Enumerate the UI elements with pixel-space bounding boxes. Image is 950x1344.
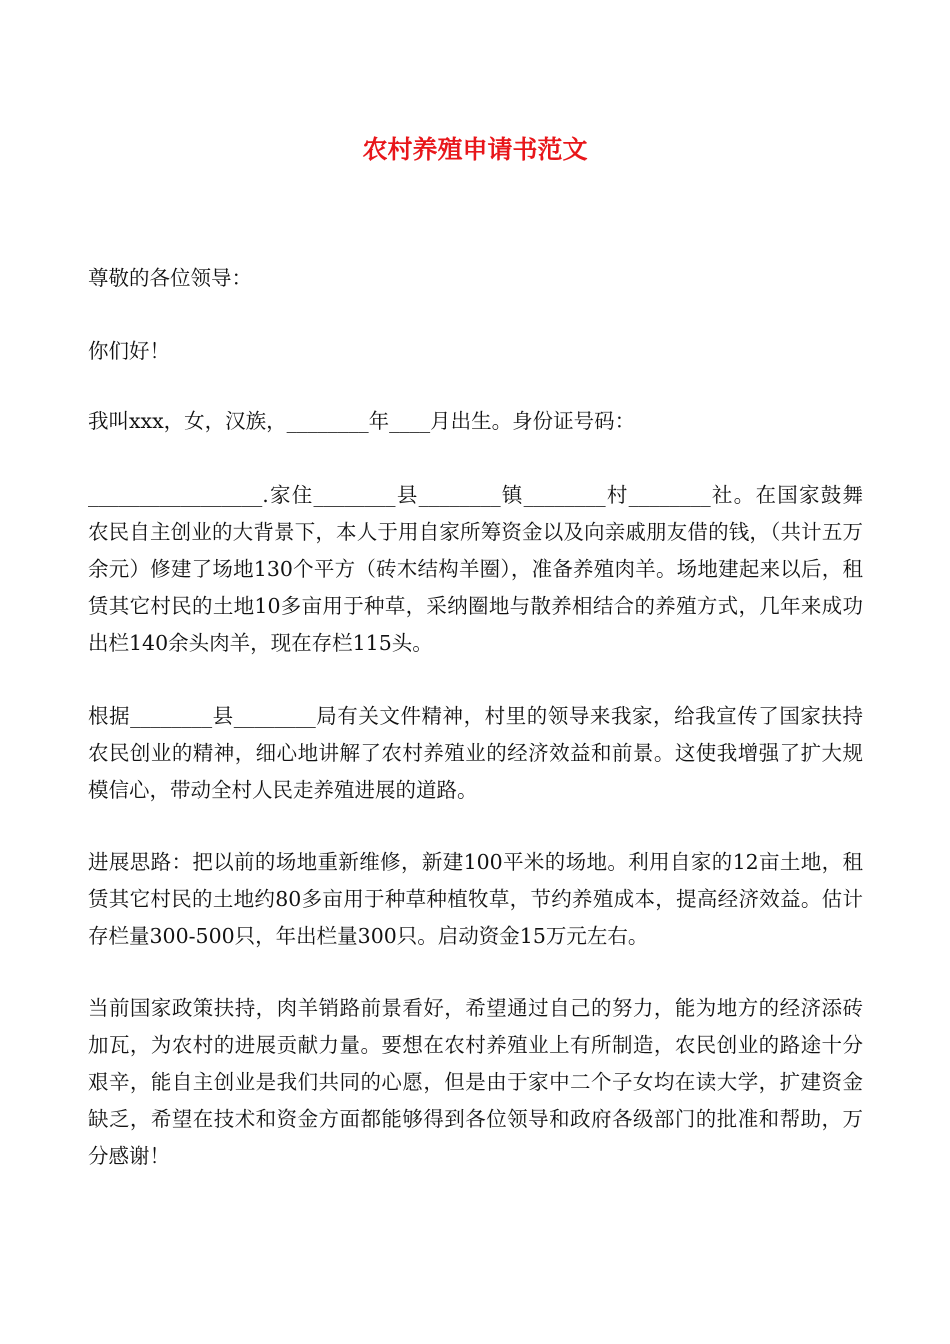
greeting: 你们好！ xyxy=(88,339,170,363)
basis-paragraph: 根据________县________局有关文件精神，村里的领导来我家，给我宣传了国家扶持农民创业的精神，细心地讲解了农村养殖业的经济效益和前景。这使我增强了扩大规模信心，带动全村人民走养殖进展的道路。 xyxy=(88,704,863,802)
document-title: 农村养殖申请书范文 xyxy=(362,135,588,164)
intro-paragraph: 我叫xxx，女，汉族，________年____月出生。身份证号码： xyxy=(88,409,636,433)
address-paragraph: _________________.家住________县________镇________村________社。在国家鼓舞农民自主创业的大背景下，本人于用自家所筹资金以及向亲戚朋友借的钱，（共计五万余元）修建了场地130个平方（砖木结构羊圈），准备养殖肉羊。场地建起来以后，租赁其它村民的土地10多亩用于种草，采纳圈地与散养相结合的养殖方式，几年来成功出栏140余头肉羊，现在存栏115头。 xyxy=(88,483,863,655)
salutation: 尊敬的各位领导： xyxy=(88,266,252,290)
hope-paragraph: 当前国家政策扶持，肉羊销路前景看好，希望通过自己的努力，能为地方的经济添砖加瓦，为农村的进展贡献力量。要想在农村养殖业上有所制造，农民创业的路途十分艰辛，能自主创业是我们共同的心愿，但是由于家中二个子女均在读大学，扩建资金缺乏，希望在技术和资金方面都能够得到各位领导和政府各级部门的批准和帮助，万分感谢！ xyxy=(88,996,863,1168)
plan-paragraph: 进展思路：把以前的场地重新维修，新建100平米的场地。利用自家的12亩土地，租赁其它村民的土地约80多亩用于种草种植牧草，节约养殖成本，提高经济效益。估计存栏量300-500只，年出栏量300只。启动资金15万元左右。 xyxy=(88,850,863,948)
